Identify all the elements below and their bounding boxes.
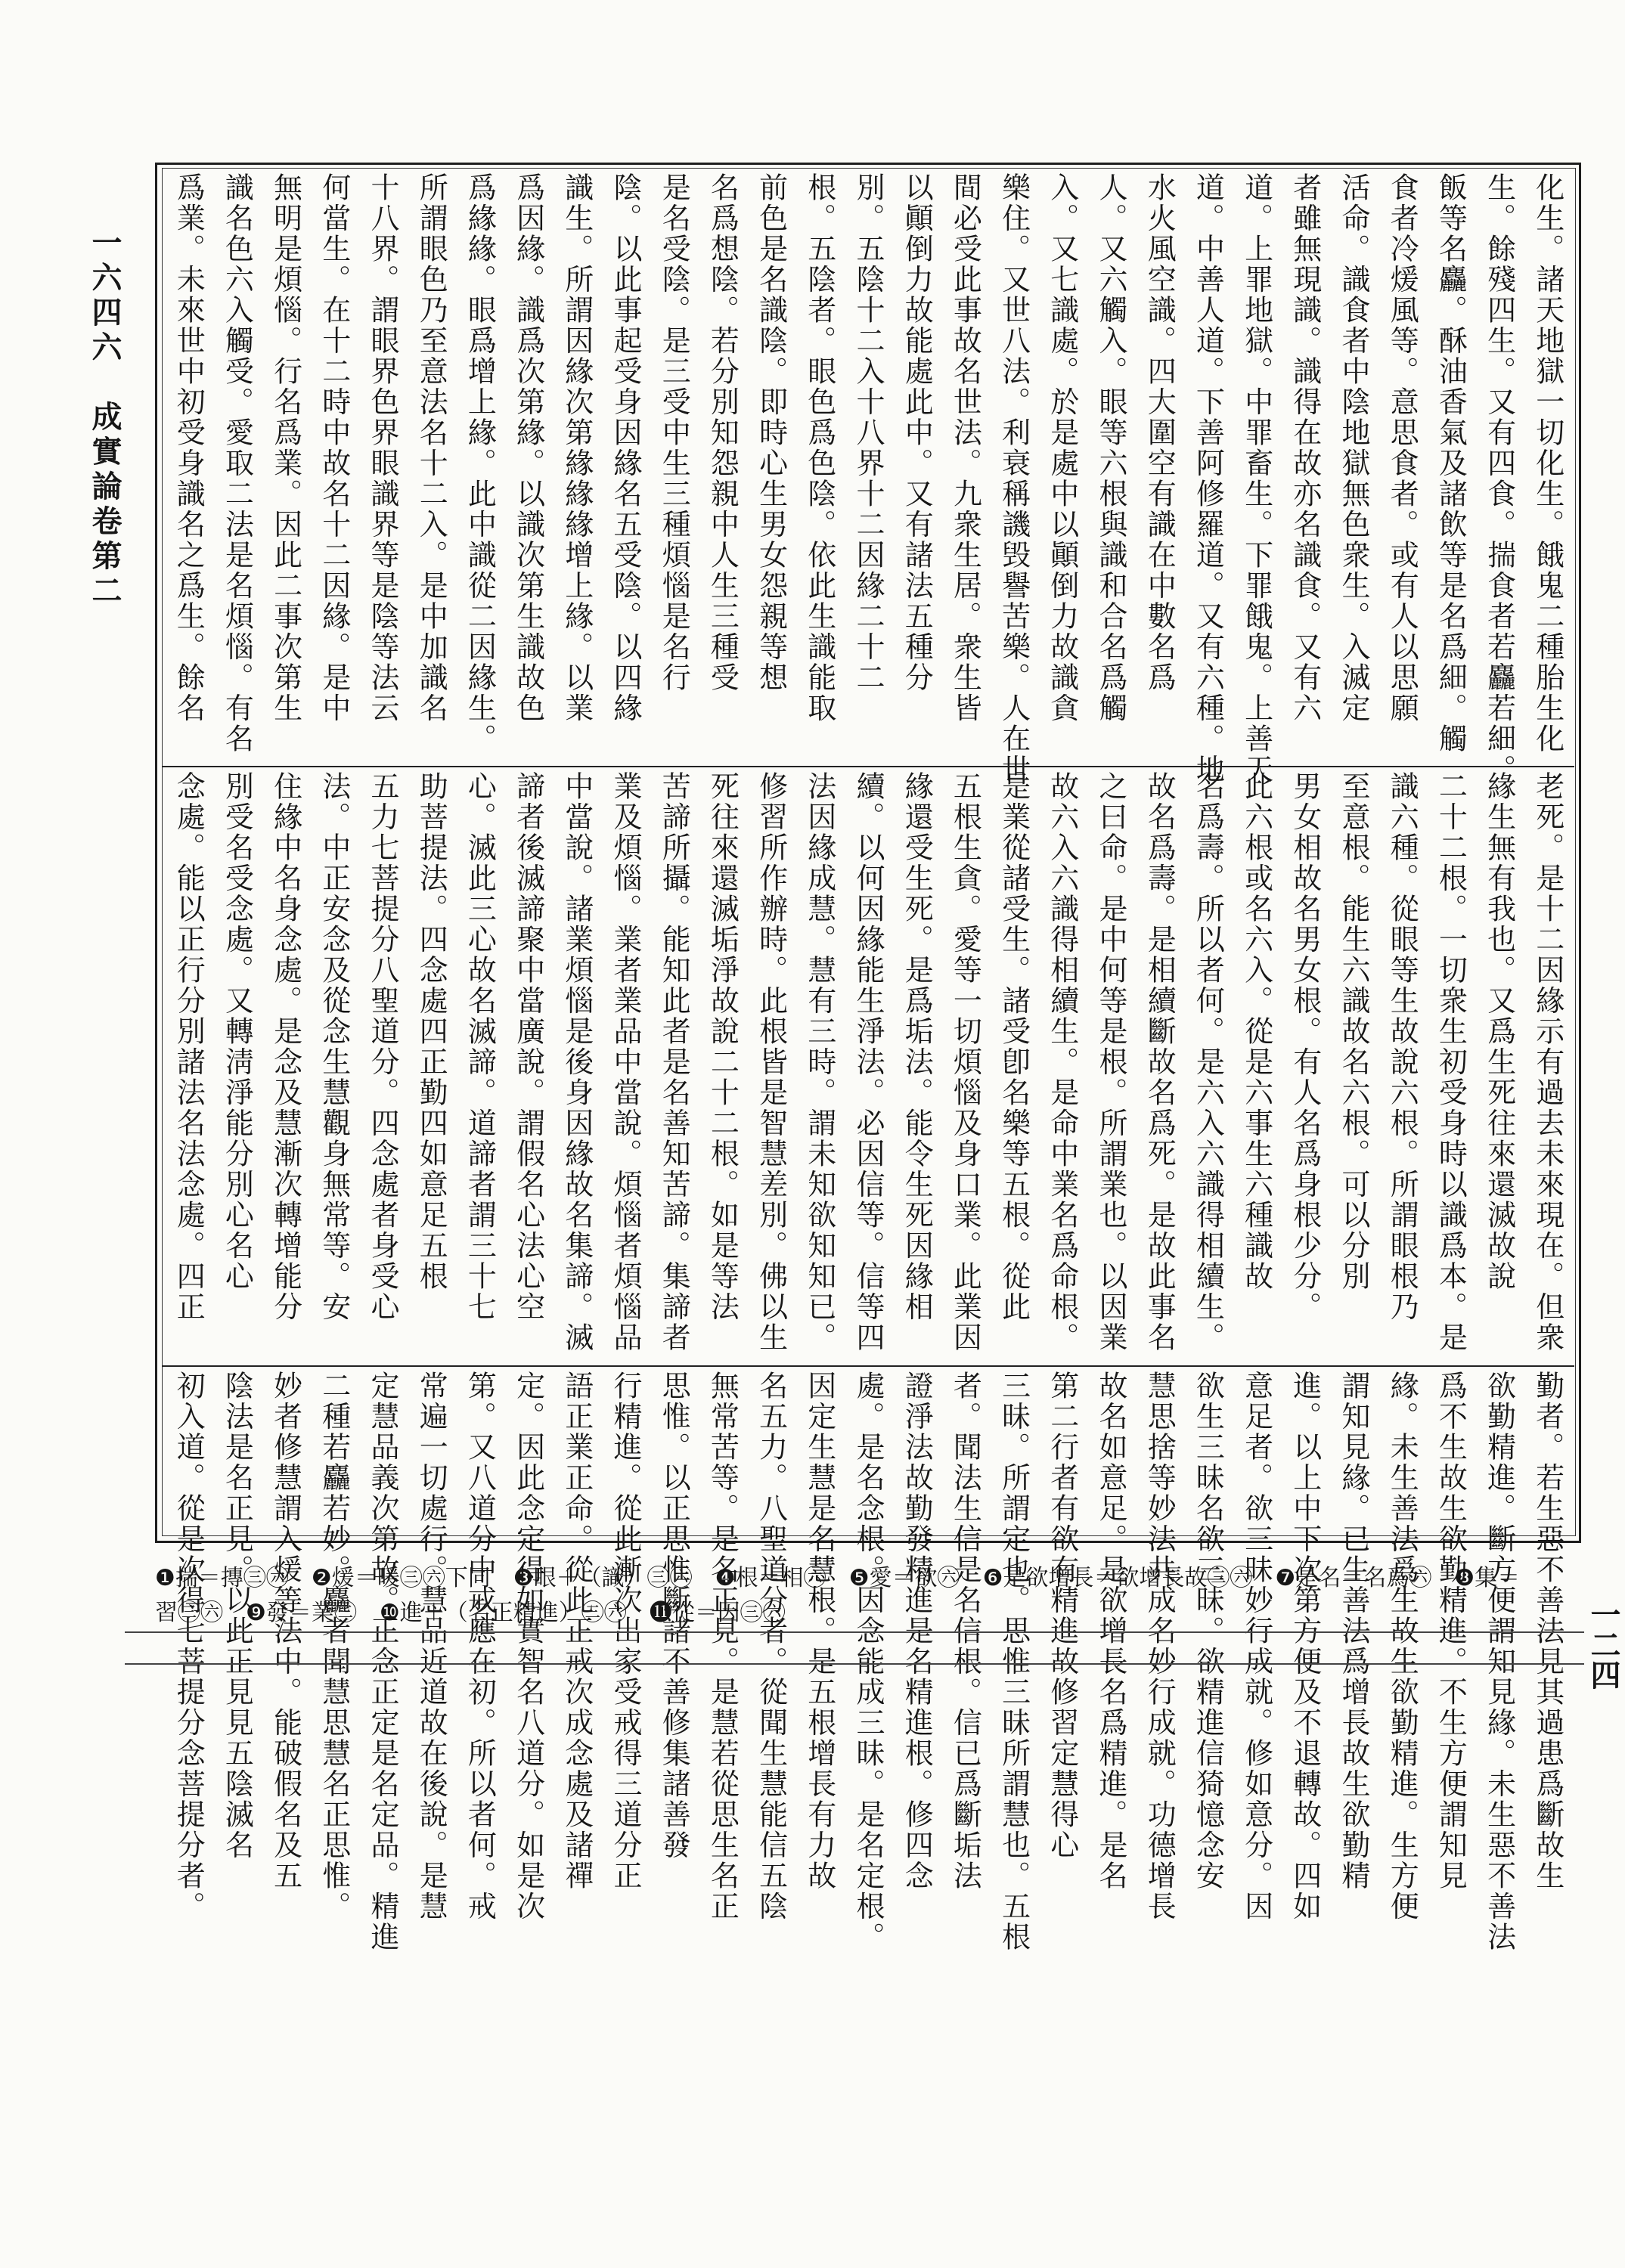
- text-column: 識名色六入觸受。愛取二法是名煩惱。有名: [220, 172, 254, 754]
- text-band-2: [162, 771, 1574, 1361]
- text-column: 所謂眼色乃至意法名十二入。是中加識名: [414, 172, 448, 723]
- text-column: 無常苦等。是名正見。是慧若從思生名正: [706, 1371, 740, 1922]
- text-column: 勤者。若生惡不善法見其過患爲斷故生: [1530, 1371, 1565, 1892]
- text-column: 助菩提法。四念處四正勤四如意足五根: [414, 771, 448, 1292]
- text-column: 活命。識食者中陰地獄無色衆生。入滅定: [1337, 172, 1370, 723]
- text-column: 初入道。從是次得七菩提分念菩提分者。: [172, 1371, 206, 1922]
- text-column: 生。餘殘四生。又有四食。揣食者若麤若細。: [1482, 172, 1516, 785]
- text-column: 緣生無有我也。又爲生死往來還滅故說: [1482, 771, 1516, 1292]
- text-column: 間必受此事故名世法。九衆生居。衆生皆: [948, 172, 982, 723]
- text-column: 法。中正安念及從念生慧觀身無常等。安: [317, 771, 351, 1322]
- text-column: 續。以何因緣能生淨法。必因信等。信等四: [851, 771, 885, 1353]
- right-margin-mark: 一二四: [1586, 1599, 1621, 1690]
- text-column: 別受名受念處。又轉淸淨能分別心名心: [220, 771, 254, 1292]
- text-column: 二種若麤若妙。麤者聞慧思慧名正思惟。: [317, 1371, 351, 1922]
- text-column: 意足者。欲三昧妙行成就。修如意分。因: [1239, 1371, 1273, 1922]
- text-column: 根。五陰者。眼色爲色陰。依此生識能取: [802, 172, 836, 723]
- text-column: 定慧品義次第故。正念正定是名定品。精進: [366, 1371, 399, 1953]
- text-column: 之曰命。是中何等是根。所謂業也。以因業: [1094, 771, 1127, 1353]
- text-column: 飯等名麤。酥油香氣及諸飲等是名爲細。觸: [1434, 172, 1468, 754]
- text-column: 爲因緣。識爲次第緣。以識次第生識故色: [511, 172, 545, 723]
- text-column: 名爲想陰。若分別知怨親中人生三種受: [706, 172, 740, 693]
- text-column: 無明是煩惱。行名爲業。因此二事次第生: [268, 172, 302, 723]
- text-column: 妙者修慧謂入煖等法中。能破假名及五: [268, 1371, 302, 1892]
- text-column: 欲勤精進。斷方便謂知見緣。未生惡不善法: [1482, 1371, 1516, 1953]
- text-column: 道。中善人道。下善阿修羅道。又有六種。地: [1191, 172, 1225, 785]
- text-column: 男女相故名男女根。有人名爲身根少分。: [1288, 771, 1322, 1322]
- text-column: 陰。以此事起受身因緣名五受陰。以四緣: [609, 172, 642, 723]
- text-column: 老死。是十二因緣示有過去未來現在。但衆: [1530, 771, 1565, 1353]
- text-column: 是業從諸受生。諸受卽名樂等五根。從此: [997, 771, 1031, 1322]
- text-column: 此六根或名六入。從是六事生六種識故: [1239, 771, 1273, 1292]
- text-column: 修習所作辦時。此根皆是智慧差別。佛以生: [754, 771, 788, 1353]
- text-band-1: [162, 172, 1574, 785]
- footnote-line: ❶揣＝摶㊂㊅ ❷煖＝暖㊂㊅下同 ❸眼＋（識）㊂㊅ ❹根＝相㊅ ❺愛＝欲㊅ ❻是欲增長＝欲增長故㊂㊅ ❼是名＝名爲㊅ ❽集＝: [155, 1565, 1521, 1591]
- book-title: 成實論卷第二: [87, 401, 122, 609]
- text-column: 道。上罪地獄。中罪畜生。下罪餓鬼。上善天: [1239, 172, 1273, 785]
- text-column: 三昧。所謂定也。思惟三昧所謂慧也。五根: [997, 1371, 1031, 1953]
- text-column: 十八界。謂眼界色界眼識界等是陰等法云: [366, 172, 399, 723]
- text-column: 爲不生故生欲勤精進。不生方便謂知見: [1434, 1371, 1468, 1892]
- page-number: 一六四六: [87, 227, 122, 366]
- text-column: 死往來還滅垢淨故說二十二根。如是等法: [706, 771, 740, 1322]
- text-column: 證淨法故勤發精進是名精進根。修四念: [900, 1371, 934, 1892]
- text-column: 第。又八道分中戒應在初。所以者何。戒: [463, 1371, 497, 1922]
- bottom-rule: [125, 1631, 1584, 1633]
- bottom-rule: [125, 1663, 1584, 1665]
- text-column: 諦者後滅諦聚中當廣說。謂假名心法心空: [511, 771, 545, 1322]
- text-column: 名爲壽。所以者何。是六入六識得相續生。: [1191, 771, 1225, 1353]
- text-column: 緣。未生善法爲生故生欲勤精進。生方便: [1385, 1371, 1419, 1922]
- text-column: 慧思捨等妙法共成名妙行成就。功德增長: [1143, 1371, 1177, 1922]
- text-column: 欲生三昧名欲三昧。欲精進信猗憶念安: [1191, 1371, 1225, 1892]
- text-column: 常遍一切處行。慧品近道故在後說。是慧: [414, 1371, 448, 1922]
- text-column: 定。因此念定得如實智名八道分。如是次: [511, 1371, 545, 1922]
- text-column: 處。是名念根。因念能成三昧。是名定根。: [851, 1371, 885, 1953]
- text-column: 苦諦所攝。能知此者是名善知苦諦。集諦者: [657, 771, 691, 1353]
- text-column: 者。聞法生信是名信根。信已爲斷垢法: [948, 1371, 982, 1892]
- text-column: 者雖無現識。識得在故亦名識食。又有六: [1288, 172, 1322, 723]
- text-column: 爲緣緣。眼爲增上緣。此中識從二因緣生。: [463, 172, 497, 754]
- text-column: 別。五陰十二入十八界十二因緣二十二: [851, 172, 885, 693]
- text-column: 化生。諸天地獄一切化生。餓鬼二種胎生化: [1530, 172, 1565, 754]
- text-column: 念處。能以正行分別諸法名法念處。四正: [172, 771, 206, 1322]
- band-divider-1: [162, 766, 1574, 767]
- text-column: 前色是名識陰。即時心生男女怨親等想: [754, 172, 788, 693]
- text-column: 中當說。諸業煩惱是後身因緣故名集諦。滅: [560, 771, 594, 1353]
- text-column: 入。又七識處。於是處中以顚倒力故識貪: [1045, 172, 1079, 723]
- text-column: 名五力。八聖道分者。從聞生慧能信五陰: [754, 1371, 788, 1922]
- text-column: 心。滅此三心故名滅諦。道諦者謂三十七: [463, 771, 497, 1322]
- text-column: 故名如意足。是欲增長名爲精進。是名: [1094, 1371, 1127, 1892]
- text-column: 陰法是名正見。以此正見見五陰滅名: [220, 1371, 254, 1861]
- page-number-and-title: [83, 227, 126, 609]
- footnotes: [155, 1561, 1577, 1631]
- text-column: 識六種。從眼等生故說六根。所謂眼根乃: [1385, 771, 1419, 1322]
- text-column: 識生。所謂因緣次第緣緣緣增上緣。以業: [560, 172, 594, 723]
- text-column: 進。以上中下次第方便及不退轉故。四如: [1288, 1371, 1322, 1922]
- text-column: 業及煩惱。業者業品中當說。煩惱者煩惱品: [609, 771, 642, 1353]
- text-column: 住緣中名身念處。是念及慧漸次轉增能分: [268, 771, 302, 1322]
- text-column: 謂知見緣。已生善法爲增長故生欲勤精: [1337, 1371, 1370, 1892]
- text-column: 緣還受生死。是爲垢法。能令生死因緣相: [900, 771, 934, 1322]
- text-column: 第二行者有欲有精進故修習定慧得心: [1045, 1371, 1079, 1861]
- text-column: 五根生貪。愛等一切煩惱及身口業。此業因: [948, 771, 982, 1353]
- text-column: 人。又六觸入。眼等六根與識和合名爲觸: [1094, 172, 1127, 723]
- text-column: 語正業正命。從此正戒次成念處及諸禪: [560, 1371, 594, 1892]
- text-column: 二十二根。一切衆生初受身時以識爲本。是: [1434, 771, 1468, 1353]
- footnote-line: 習㊂㊅ ❾發＝業㊂ ❿進＋（名正精進）㊂㊅ ⓫從＝因㊂㊅: [155, 1600, 786, 1626]
- band-divider-2: [162, 1365, 1574, 1367]
- text-column: 食者冷煖風等。意思食者。或有人以思願: [1385, 172, 1419, 723]
- text-column: 故名爲壽。是相續斷故名爲死。是故此事名: [1143, 771, 1177, 1353]
- text-column: 爲業。未來世中初受身識名之爲生。餘名: [172, 172, 206, 723]
- text-column: 樂住。又世八法。利衰稱譏毁譽苦樂。人在世: [997, 172, 1031, 785]
- text-column: 五力七菩提分八聖道分。四念處者身受心: [366, 771, 399, 1322]
- text-column: 思惟。以正思惟斷諸不善修集諸善發: [657, 1371, 691, 1861]
- text-column: 至意根。能生六識故名六根。可以分別: [1337, 771, 1370, 1292]
- text-column: 是名受陰。是三受中生三種煩惱是名行: [657, 172, 691, 693]
- text-column: 法因緣成慧。慧有三時。謂未知欲知知已。: [802, 771, 836, 1353]
- text-column: 因定生慧是名慧根。是五根增長有力故: [802, 1371, 836, 1892]
- text-column: 何當生。在十二時中故名十二因緣。是中: [317, 172, 351, 723]
- text-column: 行精進。從此漸次出家受戒得三道分正: [609, 1371, 642, 1892]
- text-column: 水火風空識。四大圍空有識在中數名爲: [1143, 172, 1177, 693]
- text-column: 故六入六識得相續生。是命中業名爲命根。: [1045, 771, 1079, 1353]
- text-column: 以顚倒力故能處此中。又有諸法五種分: [900, 172, 934, 693]
